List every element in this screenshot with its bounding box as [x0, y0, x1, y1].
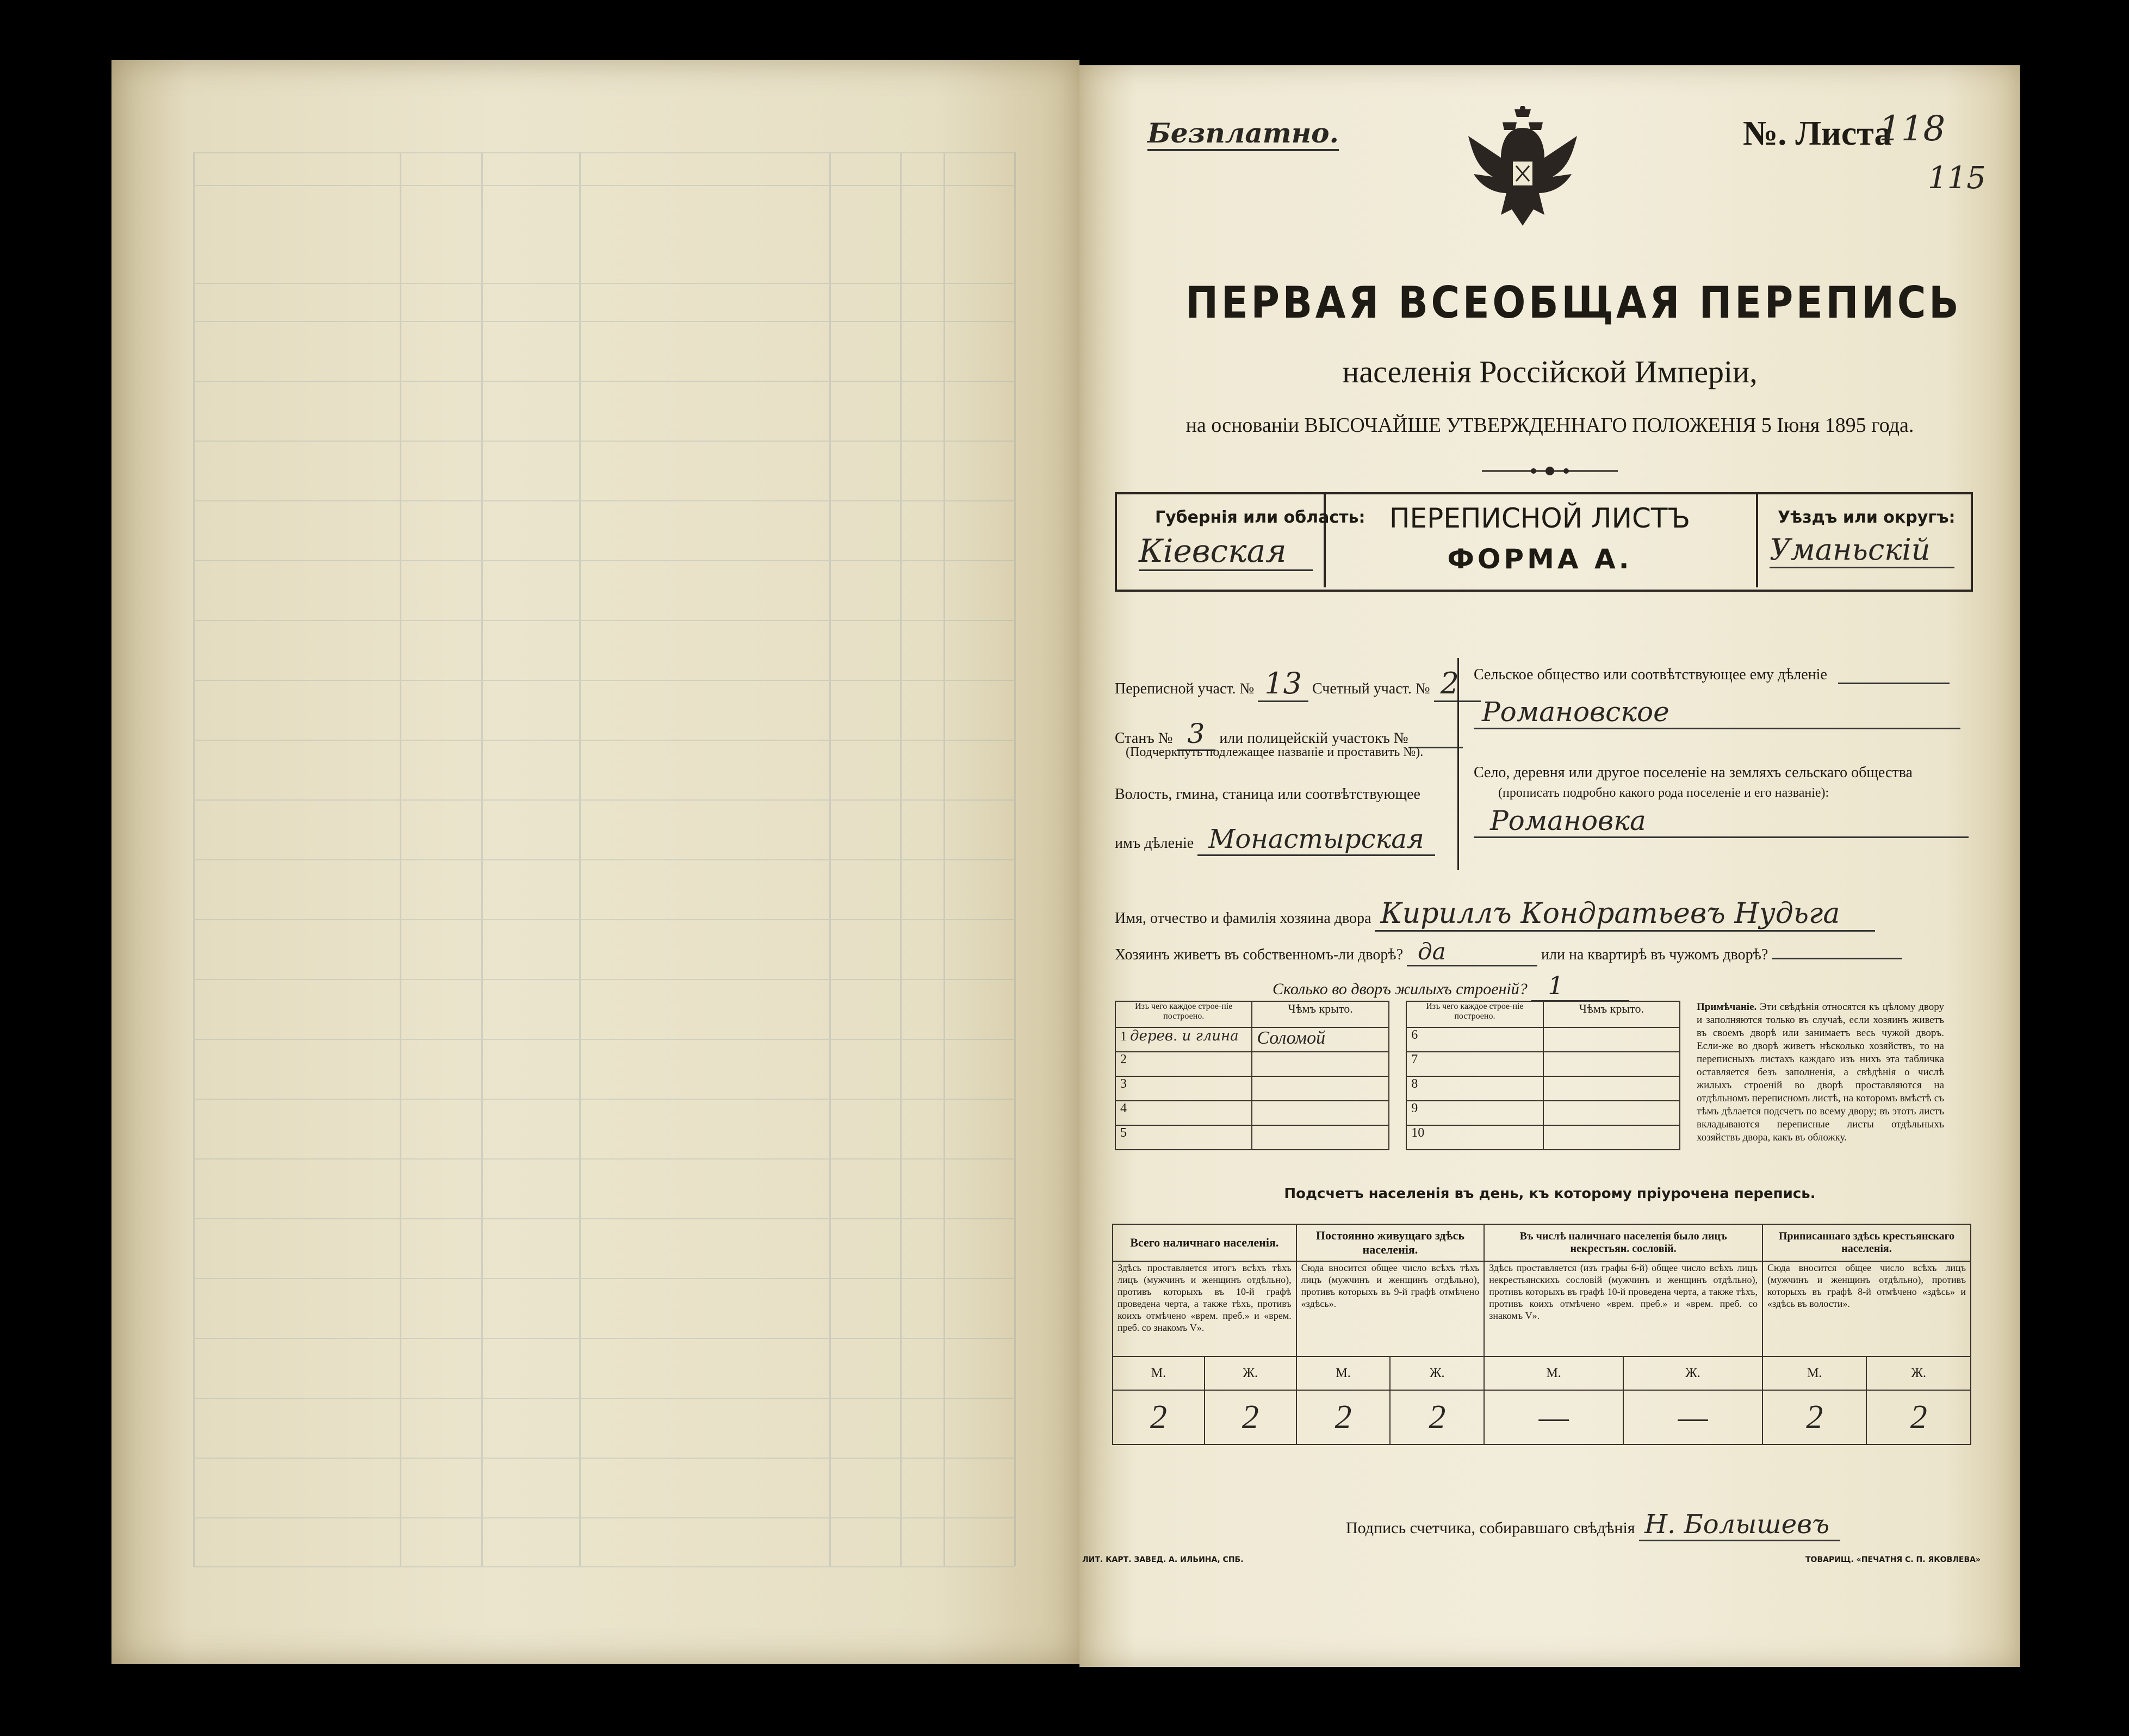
form-name: ФОРМА А.	[1447, 543, 1633, 575]
census-district-value: 13	[1258, 666, 1308, 702]
society-label: Сельское общество или соотвѣтствующее ему дѣленіе	[1474, 666, 1827, 683]
archive-number: 115	[1928, 160, 1986, 196]
village-value: Романовка	[1474, 805, 1969, 838]
col-non-peasant-desc: Здѣсь проставляется (изъ графы 6-й) общее число всѣхъ лицъ некрестьянскихъ сословій (мужчинъ и женщинъ отдѣльно), противъ которыхъ въ графѣ 10-й проведена черта, а также тѣхъ, противъ коихъ отмѣчено «врем. преб.» и «врем. преб. со знакомъ V».	[1484, 1261, 1762, 1356]
material-cell: дерев. и глина	[1130, 1028, 1239, 1044]
village-note: (прописать подробно какого рода поселеніе и его названіе):	[1498, 786, 1829, 800]
subtitle: населенія Россійской Имперіи,	[1342, 354, 1758, 389]
buildings-label: Сколько во дворъ жилыхъ строеній?	[1273, 980, 1528, 998]
own-yard-label: Хозяинъ живетъ въ собственномъ-ли дворѣ?	[1115, 946, 1404, 963]
female-label: Ж.	[1205, 1356, 1296, 1390]
signature-value: Н. Болышевъ	[1639, 1509, 1840, 1541]
table-row	[1115, 1027, 1680, 1052]
sheet-number-label: №. Листа	[1743, 114, 1892, 152]
col-permanent-title: Постоянно живущаго здѣсь населенія.	[1296, 1224, 1485, 1261]
counting-district-label: Счетный участ. №	[1312, 680, 1430, 697]
male-label: М.	[1296, 1356, 1391, 1390]
col-non-peasant-title: Въ числѣ наличнаго населенія было лицъ некрестьян. сословій.	[1484, 1224, 1762, 1261]
col-roof-header: Чѣмъ крыто.	[1252, 1001, 1388, 1027]
ornament-divider	[1482, 465, 1618, 477]
permanent-male-value: 2	[1296, 1390, 1391, 1444]
volost-field	[1115, 824, 1435, 854]
police-label: или полицейскій участокъ №	[1219, 730, 1408, 747]
row-number: 5	[1115, 1125, 1252, 1150]
roof-cell: Соломой	[1252, 1027, 1388, 1052]
table-row	[1115, 1052, 1680, 1076]
underline-note: (Подчеркнуть подлежащее названіе и проставить №).	[1126, 745, 1424, 759]
col-registered-desc: Сюда вносится общее число всѣхъ лицъ (мужчинъ и женщинъ отдѣльно), противъ которыхъ въ графѣ 8-й отмѣчено «здѣсь» и «здѣсь въ волости».	[1762, 1261, 1971, 1356]
col-material-header: Изъ чего каждое строе-ніе построено.	[1115, 1001, 1252, 1027]
col-registered-title: Приписаннаго здѣсь крестьянскаго населенія.	[1762, 1224, 1971, 1261]
male-label: М.	[1484, 1356, 1623, 1390]
left-page	[111, 60, 1079, 1664]
owner-value: Кириллъ Кондратьевъ Нудьга	[1375, 897, 1875, 932]
table-row	[1115, 1076, 1680, 1101]
gubernia-value: Кіевская	[1139, 532, 1313, 571]
row-number: 3	[1115, 1076, 1252, 1101]
registered-female-value: 2	[1866, 1390, 1971, 1444]
rented-label: или на квартирѣ въ чужомъ дворѣ?	[1541, 946, 1768, 963]
gubernia-label: Губернія или область:	[1155, 508, 1365, 527]
form-header-box	[1115, 492, 1973, 592]
row-number: 2	[1115, 1052, 1252, 1076]
male-label: М.	[1762, 1356, 1866, 1390]
uezd-label: Уѣздъ или округъ:	[1778, 508, 1956, 527]
col-total-title: Всего наличнаго населенія.	[1113, 1224, 1296, 1261]
note-title: Примѣчаніе.	[1697, 1001, 1757, 1013]
male-label: М.	[1113, 1356, 1205, 1390]
census-form-page	[1079, 65, 2020, 1667]
row-number: 6	[1406, 1027, 1543, 1052]
free-label: Безплатно.	[1147, 117, 1339, 151]
legal-basis: на основаніи ВЫСОЧАЙШЕ УТВЕРЖДЕННАГО ПОЛОЖЕНІЯ 5 Іюня 1895 года.	[1185, 414, 1914, 437]
volost-label-1: Волость, гмина, станица или соотвѣтствующее	[1115, 786, 1420, 803]
population-heading: Подсчетъ населенія въ день, къ которому пріурочена перепись.	[1284, 1186, 1816, 1202]
counting-district-value: 2	[1434, 666, 1481, 702]
population-table	[1112, 1224, 1971, 1445]
table-row	[1115, 1101, 1680, 1125]
row-number: 7	[1406, 1052, 1543, 1076]
female-label: Ж.	[1866, 1356, 1971, 1390]
signature-field	[1346, 1509, 1840, 1541]
volost-label-2: имъ дѣленіе	[1115, 835, 1194, 852]
volost-value: Монастырская	[1197, 824, 1435, 856]
village-label: Село, деревня или другое поселеніе на земляхъ сельскаго общества	[1474, 764, 1913, 781]
imprint-right: ТОВАРИЩ. «ПЕЧАТНЯ С. П. ЯКОВЛЕВА»	[1805, 1555, 1981, 1564]
col-roof-header-2: Чѣмъ крыто.	[1543, 1001, 1680, 1027]
non-peasant-male-value: —	[1484, 1390, 1623, 1444]
census-district-field	[1115, 666, 1481, 700]
note-block	[1697, 1001, 1944, 1144]
society-value: Романовское	[1474, 696, 1960, 729]
col-permanent-desc: Сюда вносится общее число всѣхъ тѣхъ лицъ (мужчинъ и женщинъ отдѣльно), противъ которыхъ въ 9-й графѣ отмѣчено «здѣсь».	[1296, 1261, 1485, 1356]
registered-male-value: 2	[1762, 1390, 1866, 1444]
total-female-value: 2	[1205, 1390, 1296, 1444]
imperial-eagle-emblem	[1460, 106, 1585, 234]
buildings-value: 1	[1531, 971, 1629, 1002]
stan-value: 3	[1177, 718, 1216, 751]
own-yard-field	[1115, 938, 1902, 966]
buildings-field	[1273, 971, 1629, 1002]
owner-label: Имя, отчество и фамилія хозяина двора	[1115, 910, 1371, 927]
main-title: ПЕРВАЯ ВСЕОБЩАЯ ПЕРЕПИСЬ	[1185, 277, 1962, 328]
col-material-header-2: Изъ чего каждое строе-ніе построено.	[1406, 1001, 1543, 1027]
census-district-label: Переписной участ. №	[1115, 680, 1255, 697]
form-title: ПЕРЕПИСНОЙ ЛИСТЪ	[1389, 503, 1691, 534]
uezd-value: Уманьскій	[1770, 532, 1954, 568]
row-number: 9	[1406, 1101, 1543, 1125]
row-number: 4	[1115, 1101, 1252, 1125]
row-number: 1	[1120, 1030, 1127, 1044]
female-label: Ж.	[1390, 1356, 1484, 1390]
stan-label: Станъ №	[1115, 730, 1173, 747]
bleed-through-grid	[193, 152, 1014, 1566]
permanent-female-value: 2	[1390, 1390, 1484, 1444]
female-label: Ж.	[1623, 1356, 1762, 1390]
column-divider	[1457, 658, 1459, 870]
imprint-left: ЛИТ. КАРТ. ЗАВЕД. А. ИЛЬИНА, СПБ.	[1082, 1555, 1244, 1564]
owner-field	[1115, 897, 1875, 932]
row-number: 8	[1406, 1076, 1543, 1101]
note-text: Эти свѣдѣнія относятся къ цѣлому двору и заполняются только въ случаѣ, если хозяинъ живетъ въ своемъ дворѣ или занимаетъ весь чужой дворъ. Если-же во дворѣ живетъ нѣсколько хозяйствъ, то на переписныхъ листахъ каждаго изъ нихъ эта табличка оставляется безъ заполненія, а свѣдѣнія о числѣ жилыхъ строеній во дворѣ проставляются на отдѣльномъ переписномъ листѣ, на которомъ вмѣстѣ съ тѣмъ дѣлается подсчетъ по всему двору; въ этотъ листъ вкладываются переписные листы отдѣльныхъ хозяйствъ двора, какъ въ обложку.	[1697, 1001, 1945, 1143]
own-yard-value: да	[1407, 938, 1537, 966]
row-number: 10	[1406, 1125, 1543, 1150]
signature-label: Подпись счетчика, собиравшаго свѣдѣнія	[1346, 1519, 1635, 1537]
table-row	[1115, 1125, 1680, 1150]
non-peasant-female-value: —	[1623, 1390, 1762, 1444]
total-male-value: 2	[1113, 1390, 1205, 1444]
buildings-table	[1115, 1001, 1680, 1150]
sheet-number-value: 118	[1879, 109, 1946, 149]
col-total-desc: Здѣсь проставляется итогъ всѣхъ тѣхъ лицъ (мужчинъ и женщинъ отдѣльно), противъ которыхъ въ 10-й графѣ проведена черта, а также тѣхъ, противъ коихъ отмѣчено «врем. преб.» и «врем. преб. со знакомъ V».	[1113, 1261, 1296, 1356]
